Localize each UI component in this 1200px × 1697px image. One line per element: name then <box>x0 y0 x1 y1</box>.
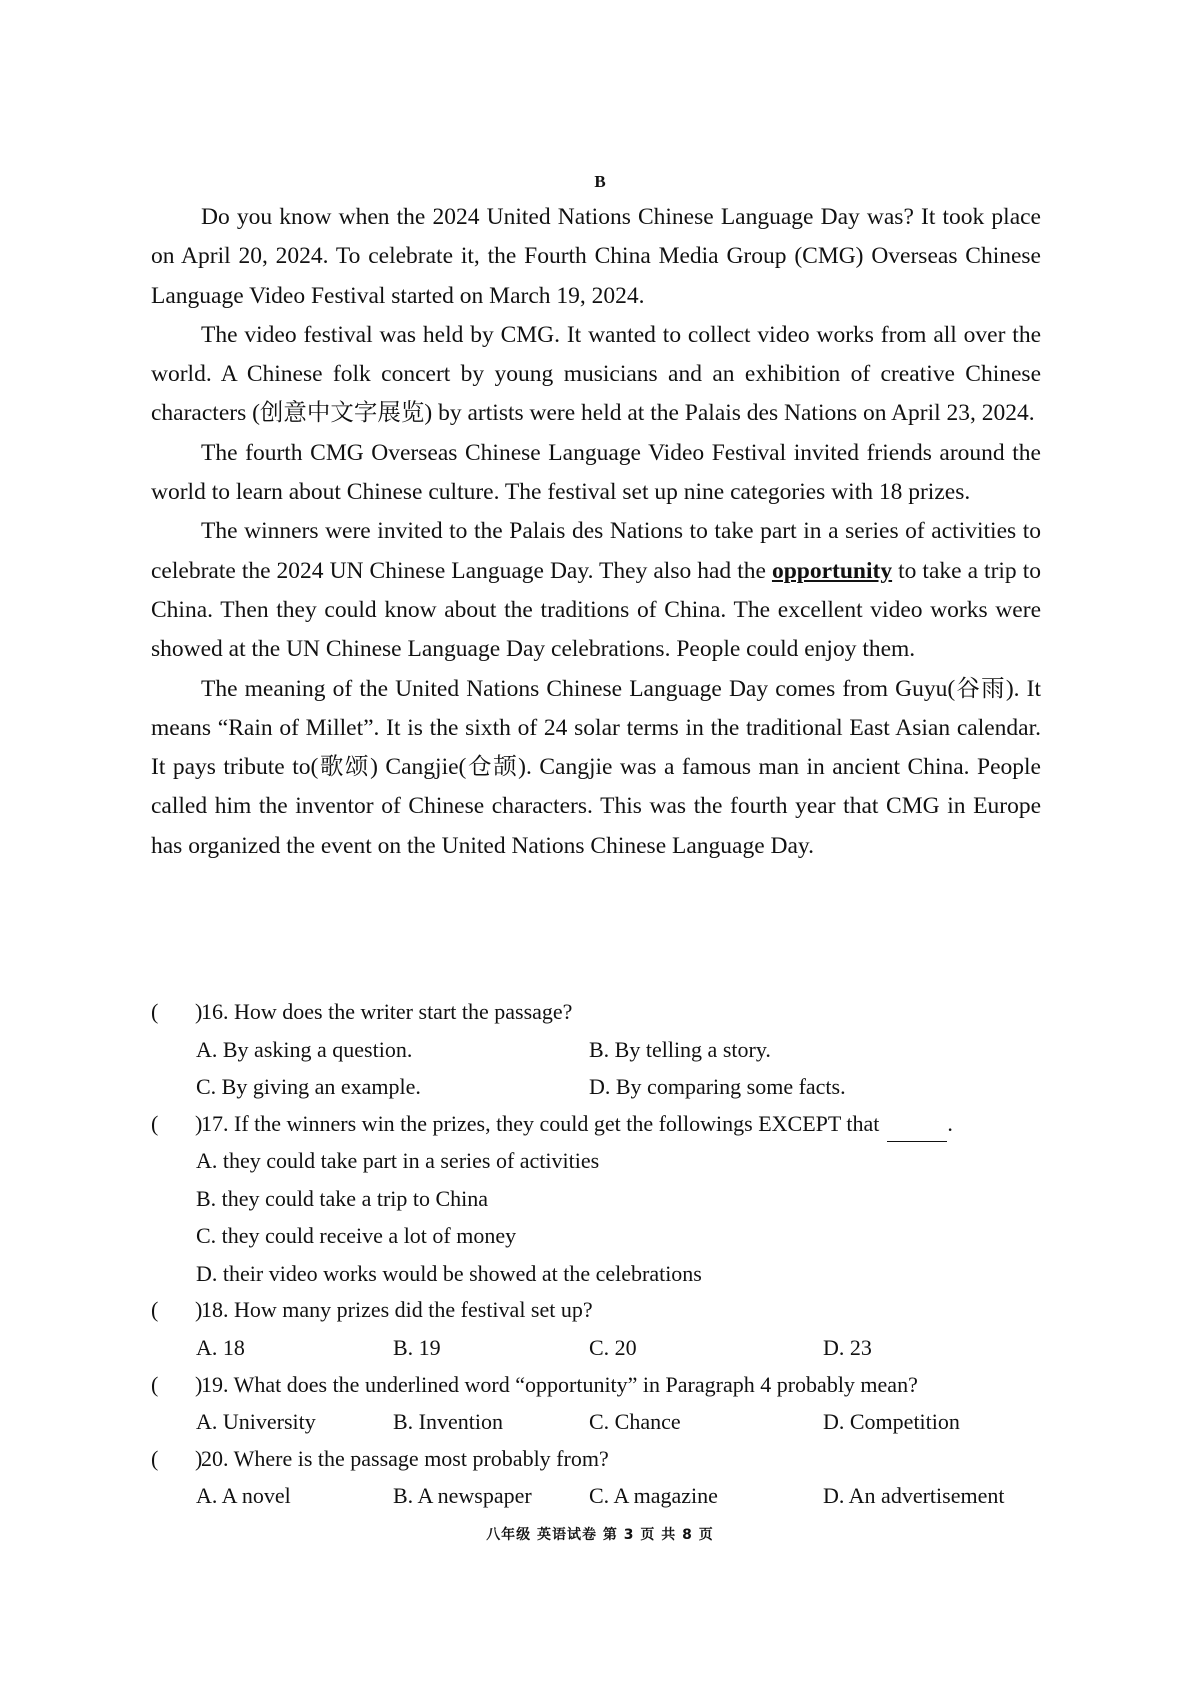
paragraph-3: The fourth CMG Overseas Chinese Language Video Festival invited friends around the world to learn about Chinese culture. The festival set up nine categories with 18 prizes. <box>151 439 1041 506</box>
option-d: D. their video works would be showed at the celebrations <box>196 1260 702 1286</box>
answer-paren-close: ) <box>195 999 203 1024</box>
option-b: B. Invention <box>393 1409 503 1435</box>
option-a: A. A novel <box>196 1483 291 1509</box>
reading-passage <box>151 198 1041 866</box>
option-a: A. they could take part in a series of activities <box>196 1148 600 1174</box>
answer-paren-close: ) <box>195 1110 203 1136</box>
question-17 <box>151 1106 1041 1143</box>
option-c: C. By giving an example. <box>196 1074 421 1100</box>
option-b: B. they could take a trip to China <box>196 1185 489 1211</box>
option-a: A. By asking a question. <box>196 1036 413 1062</box>
option-row <box>151 1142 1041 1180</box>
option-d: D. 23 <box>823 1335 872 1361</box>
question-stem: 19. What does the underlined word “opportunity” in Paragraph 4 probably mean? <box>201 1371 918 1397</box>
answer-paren-close: ) <box>195 1371 203 1397</box>
option-row <box>151 1477 1041 1515</box>
question-stem: 16. How does the writer start the passage? <box>201 999 573 1024</box>
question-list <box>151 994 1041 1515</box>
answer-paren-close: ) <box>195 1445 203 1471</box>
option-b: B. A newspaper <box>393 1483 532 1509</box>
question-stem: 20. Where is the passage most probably from? <box>201 1445 609 1471</box>
answer-paren-open: ( <box>151 1445 159 1471</box>
question-stem <box>201 1106 953 1143</box>
answer-paren-open: ( <box>151 999 159 1024</box>
option-row <box>151 1217 1041 1255</box>
option-c: C. they could receive a lot of money <box>196 1223 517 1249</box>
option-row <box>151 1255 1041 1293</box>
answer-paren-open: ( <box>151 1371 159 1397</box>
answer-paren-close: ) <box>195 1297 203 1323</box>
answer-paren-open: ( <box>151 1297 159 1323</box>
question-stem-text: 17. If the winners win the prizes, they could get the followings EXCEPT that <box>201 1110 880 1136</box>
option-row <box>151 1180 1041 1218</box>
paragraph-4-before: The winners were invited to the Palais des Nations to take part in a series of activities to celebrate the 2024 UN Chinese Language Day. They also had the <box>151 518 1041 584</box>
answer-blank <box>887 1119 947 1142</box>
option-c: C. Chance <box>589 1409 681 1435</box>
paragraph-4 <box>151 512 1041 669</box>
question-20 <box>151 1441 1041 1478</box>
section-title: B <box>594 172 606 191</box>
option-row <box>151 1031 1041 1069</box>
question-18 <box>151 1292 1041 1329</box>
question-stem-end: . <box>947 1110 953 1136</box>
option-row <box>151 1329 1041 1367</box>
option-c: C. A magazine <box>589 1483 718 1509</box>
option-c: C. 20 <box>589 1335 637 1361</box>
option-b: B. By telling a story. <box>589 1036 771 1062</box>
paragraph-2: The video festival was held by CMG. It wanted to collect video works from all over the world. A Chinese folk concert by young musicians and an exhibition of creative Chinese characters (创意中文字展览) by artists were held at the Palais des Nations on April 23, 2024. <box>151 321 1041 427</box>
option-d: D. By comparing some facts. <box>589 1074 846 1100</box>
question-19 <box>151 1367 1041 1404</box>
option-b: B. 19 <box>393 1335 441 1361</box>
question-16 <box>151 994 1041 1031</box>
paragraph-4-after: to take a trip to China. Then they could know about the traditions of China. The excellent video works were showed at the UN Chinese Language Day celebrations. People could enjoy them. <box>151 557 1041 663</box>
question-stem: 18. How many prizes did the festival set up? <box>201 1297 593 1323</box>
underlined-word: opportunity <box>771 557 893 584</box>
page-footer: 八年级 英语试卷 第 3 页 共 8 页 <box>486 1527 714 1543</box>
option-a: A. University <box>196 1409 316 1435</box>
option-a: A. 18 <box>196 1335 245 1361</box>
option-row <box>151 1068 1041 1106</box>
paragraph-5: The meaning of the United Nations Chinese Language Day comes from Guyu(谷雨). It means “Rain of Millet”. It is the sixth of 24 solar terms in the traditional East Asian calendar. It pays tribute to(歌颂) Cangjie(仓颉). Cangjie was a famous man in ancient China. People called him the inventor of Chinese characters. This was the fourth year that CMG in Europe has organized the event on the United Nations Chinese Language Day. <box>151 675 1041 859</box>
option-d: D. Competition <box>823 1409 960 1435</box>
answer-paren-open: ( <box>151 1110 159 1136</box>
option-d: D. An advertisement <box>823 1483 1005 1509</box>
option-row <box>151 1403 1041 1441</box>
paragraph-1: Do you know when the 2024 United Nations Chinese Language Day was? It took place on April 20, 2024. To celebrate it, the Fourth China Media Group (CMG) Overseas Chinese Language Video Festival started on March 19, 2024. <box>151 204 1041 309</box>
